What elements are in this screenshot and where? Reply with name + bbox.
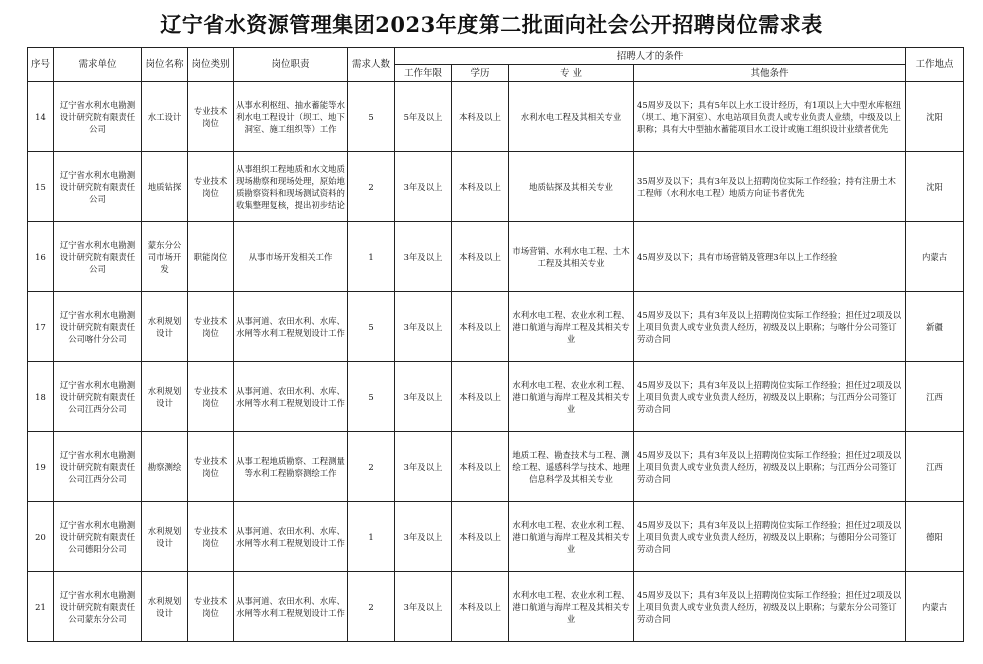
table-row bbox=[28, 222, 964, 292]
cell-major: 水利水电工程、农业水利工程、港口航道与海岸工程及其相关专业 bbox=[509, 502, 634, 572]
cell-edu: 本科及以上 bbox=[452, 432, 509, 502]
cell-post-name: 水利规划设计 bbox=[142, 362, 188, 432]
cell-count: 5 bbox=[348, 292, 395, 362]
cell-edu: 本科及以上 bbox=[452, 362, 509, 432]
header-unit: 需求单位 bbox=[54, 48, 142, 82]
cell-post-name: 水工设计 bbox=[142, 82, 188, 152]
cell-count: 2 bbox=[348, 152, 395, 222]
cell-post-name: 勘察测绘 bbox=[142, 432, 188, 502]
cell-count: 1 bbox=[348, 222, 395, 292]
cell-edu: 本科及以上 bbox=[452, 152, 509, 222]
cell-seq: 20 bbox=[28, 502, 54, 572]
header-years: 工作年限 bbox=[395, 65, 452, 82]
cell-major: 水利水电工程、农业水利工程、港口航道与海岸工程及其相关专业 bbox=[509, 292, 634, 362]
cell-unit: 辽宁省水利水电勘测设计研究院有限责任公司 bbox=[54, 222, 142, 292]
cell-seq: 14 bbox=[28, 82, 54, 152]
cell-post-type: 职能岗位 bbox=[188, 222, 234, 292]
cell-post-name: 水利规划设计 bbox=[142, 572, 188, 642]
cell-duty: 从事河道、农田水利、水库、水闸等水利工程规划设计工作 bbox=[234, 362, 348, 432]
header-post-type: 岗位类别 bbox=[188, 48, 234, 82]
cell-years: 5年及以上 bbox=[395, 82, 452, 152]
cell-duty: 从事河道、农田水利、水库、水闸等水利工程规划设计工作 bbox=[234, 292, 348, 362]
cell-duty: 从事河道、农田水利、水库、水闸等水利工程规划设计工作 bbox=[234, 502, 348, 572]
cell-location: 沈阳 bbox=[906, 82, 964, 152]
cell-post-type: 专业技术岗位 bbox=[188, 502, 234, 572]
cell-major: 水利水电工程、农业水利工程、港口航道与海岸工程及其相关专业 bbox=[509, 572, 634, 642]
cell-count: 1 bbox=[348, 502, 395, 572]
cell-other: 45周岁及以下；具有3年及以上招聘岗位实际工作经验；担任过2项及以上项目负责人或专业负责人经历，初级及以上职称；与蒙东分公司签订劳动合同 bbox=[634, 572, 906, 642]
cell-seq: 17 bbox=[28, 292, 54, 362]
header-conditions: 招聘人才的条件 bbox=[395, 48, 906, 65]
header-location: 工作地点 bbox=[906, 48, 964, 82]
cell-years: 3年及以上 bbox=[395, 292, 452, 362]
cell-location: 内蒙古 bbox=[906, 572, 964, 642]
cell-duty: 从事市场开发相关工作 bbox=[234, 222, 348, 292]
cell-other: 45周岁及以下；具有3年及以上招聘岗位实际工作经验；担任过2项及以上项目负责人或专业负责人经历，初级及以上职称；与德阳分公司签订劳动合同 bbox=[634, 502, 906, 572]
header-other: 其他条件 bbox=[634, 65, 906, 82]
cell-unit: 辽宁省水利水电勘测设计研究院有限责任公司德阳分公司 bbox=[54, 502, 142, 572]
cell-years: 3年及以上 bbox=[395, 222, 452, 292]
recruitment-table bbox=[27, 47, 964, 642]
table-row bbox=[28, 292, 964, 362]
cell-count: 5 bbox=[348, 82, 395, 152]
cell-major: 水利水电工程、农业水利工程、港口航道与海岸工程及其相关专业 bbox=[509, 362, 634, 432]
cell-unit: 辽宁省水利水电勘测设计研究院有限责任公司 bbox=[54, 152, 142, 222]
cell-location: 新疆 bbox=[906, 292, 964, 362]
cell-location: 德阳 bbox=[906, 502, 964, 572]
cell-major: 水利水电工程及其相关专业 bbox=[509, 82, 634, 152]
cell-post-name: 水利规划设计 bbox=[142, 502, 188, 572]
cell-seq: 21 bbox=[28, 572, 54, 642]
cell-other: 45周岁及以下；具有3年及以上招聘岗位实际工作经验；担任过2项及以上项目负责人或专业负责人经历，初级及以上职称；与江西分公司签订劳动合同 bbox=[634, 432, 906, 502]
cell-post-type: 专业技术岗位 bbox=[188, 152, 234, 222]
cell-unit: 辽宁省水利水电勘测设计研究院有限责任公司喀什分公司 bbox=[54, 292, 142, 362]
cell-duty: 从事工程地质勘察、工程测量等水利工程勘察测绘工作 bbox=[234, 432, 348, 502]
cell-post-type: 专业技术岗位 bbox=[188, 432, 234, 502]
cell-edu: 本科及以上 bbox=[452, 502, 509, 572]
header-row-1 bbox=[28, 48, 964, 65]
cell-other: 45周岁及以下；具有5年以上水工设计经历，有1项以上大中型水库枢纽（坝工、地下洞室）、水电站项目负责人或专业负责人业绩，中级及以上职称；具有大中型抽水蓄能项目水工设计或施工组织设计业绩者优先 bbox=[634, 82, 906, 152]
cell-edu: 本科及以上 bbox=[452, 222, 509, 292]
header-major: 专 业 bbox=[509, 65, 634, 82]
header-post-name: 岗位名称 bbox=[142, 48, 188, 82]
table-row bbox=[28, 502, 964, 572]
page-title: 辽宁省水资源管理集团2023年度第二批面向社会公开招聘岗位需求表 bbox=[160, 12, 823, 37]
table-row bbox=[28, 152, 964, 222]
cell-other: 45周岁及以下；具有市场营销及管理3年以上工作经验 bbox=[634, 222, 906, 292]
cell-duty: 从事组织工程地质和水文地质现场勘察和现场处理，原始地质勘察资料和现场测试资料的收集整理复核，提出初步结论 bbox=[234, 152, 348, 222]
cell-seq: 16 bbox=[28, 222, 54, 292]
cell-edu: 本科及以上 bbox=[452, 82, 509, 152]
cell-unit: 辽宁省水利水电勘测设计研究院有限责任公司 bbox=[54, 82, 142, 152]
cell-count: 2 bbox=[348, 432, 395, 502]
cell-years: 3年及以上 bbox=[395, 502, 452, 572]
cell-location: 江西 bbox=[906, 432, 964, 502]
cell-unit: 辽宁省水利水电勘测设计研究院有限责任公司江西分公司 bbox=[54, 432, 142, 502]
cell-location: 江西 bbox=[906, 362, 964, 432]
cell-other: 35周岁及以下；具有3年及以上招聘岗位实际工作经验；持有注册土木工程师（水利水电工程）地质方向证书者优先 bbox=[634, 152, 906, 222]
cell-other: 45周岁及以下；具有3年及以上招聘岗位实际工作经验；担任过2项及以上项目负责人或专业负责人经历，初级及以上职称；与江西分公司签订劳动合同 bbox=[634, 362, 906, 432]
cell-post-type: 专业技术岗位 bbox=[188, 292, 234, 362]
table-row bbox=[28, 82, 964, 152]
cell-years: 3年及以上 bbox=[395, 572, 452, 642]
cell-other: 45周岁及以下；具有3年及以上招聘岗位实际工作经验；担任过2项及以上项目负责人或专业负责人经历，初级及以上职称；与喀什分公司签订劳动合同 bbox=[634, 292, 906, 362]
cell-major: 地质工程、勘查技术与工程、测绘工程、遥感科学与技术、地理信息科学及其相关专业 bbox=[509, 432, 634, 502]
cell-location: 内蒙古 bbox=[906, 222, 964, 292]
cell-seq: 15 bbox=[28, 152, 54, 222]
cell-post-name: 地质钻探 bbox=[142, 152, 188, 222]
header-seq: 序号 bbox=[28, 48, 54, 82]
cell-post-name: 蒙东分公司市场开发 bbox=[142, 222, 188, 292]
cell-unit: 辽宁省水利水电勘测设计研究院有限责任公司江西分公司 bbox=[54, 362, 142, 432]
cell-duty: 从事水利枢纽、抽水蓄能等水利水电工程设计（坝工、地下洞室、施工组织等）工作 bbox=[234, 82, 348, 152]
cell-post-type: 专业技术岗位 bbox=[188, 572, 234, 642]
cell-years: 3年及以上 bbox=[395, 362, 452, 432]
header-count: 需求人数 bbox=[348, 48, 395, 82]
cell-edu: 本科及以上 bbox=[452, 572, 509, 642]
table-row bbox=[28, 432, 964, 502]
table-row bbox=[28, 572, 964, 642]
cell-count: 2 bbox=[348, 572, 395, 642]
cell-count: 5 bbox=[348, 362, 395, 432]
cell-post-type: 专业技术岗位 bbox=[188, 82, 234, 152]
header-edu: 学历 bbox=[452, 65, 509, 82]
table-row bbox=[28, 362, 964, 432]
cell-post-type: 专业技术岗位 bbox=[188, 362, 234, 432]
cell-major: 市场营销、水利水电工程、土木工程及其相关专业 bbox=[509, 222, 634, 292]
header-duty: 岗位职责 bbox=[234, 48, 348, 82]
cell-major: 地质钻探及其相关专业 bbox=[509, 152, 634, 222]
cell-seq: 19 bbox=[28, 432, 54, 502]
cell-seq: 18 bbox=[28, 362, 54, 432]
cell-location: 沈阳 bbox=[906, 152, 964, 222]
cell-duty: 从事河道、农田水利、水库、水闸等水利工程规划设计工作 bbox=[234, 572, 348, 642]
cell-post-name: 水利规划设计 bbox=[142, 292, 188, 362]
cell-years: 3年及以上 bbox=[395, 432, 452, 502]
cell-unit: 辽宁省水利水电勘测设计研究院有限责任公司蒙东分公司 bbox=[54, 572, 142, 642]
cell-years: 3年及以上 bbox=[395, 152, 452, 222]
cell-edu: 本科及以上 bbox=[452, 292, 509, 362]
